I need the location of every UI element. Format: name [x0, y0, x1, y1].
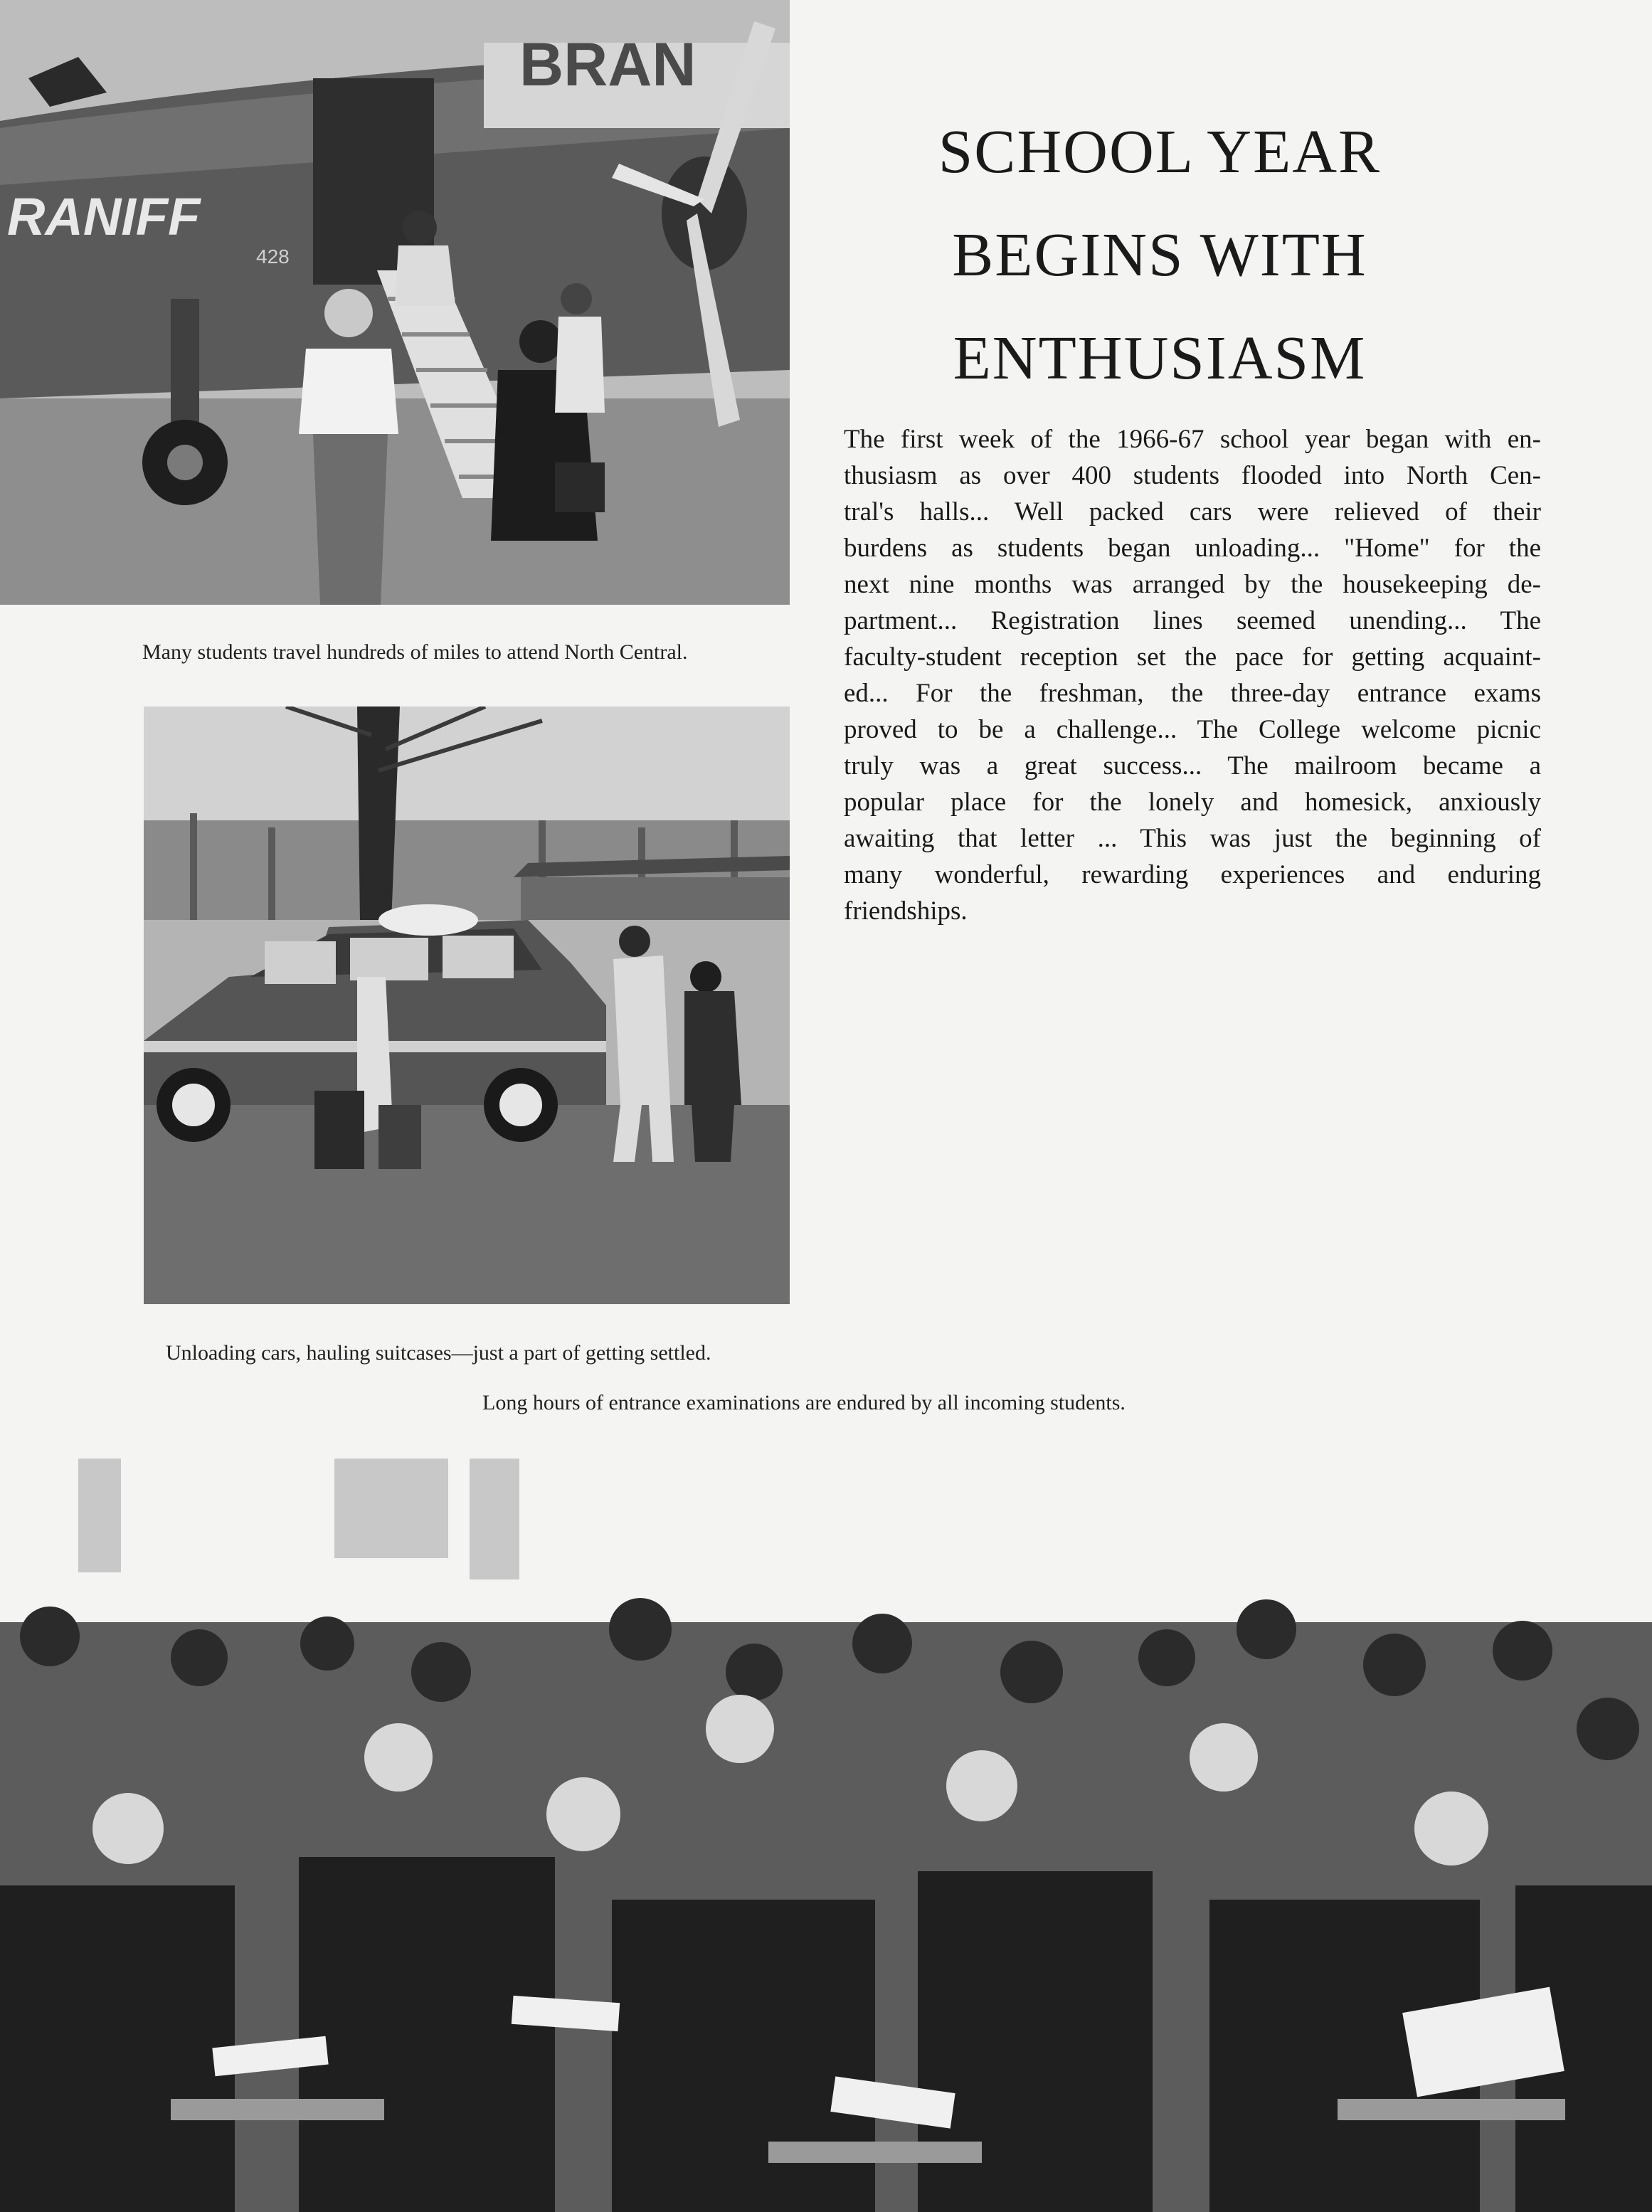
- headline-line-1: SCHOOL YEAR: [938, 117, 1382, 186]
- body-line: proved to be a challenge... The College welcome picnic: [844, 715, 1541, 744]
- caption-car-photo: Unloading cars, hauling suitcases—just a part of getting settled.: [166, 1341, 711, 1365]
- body-line: The first week of the 1966-67 school year began with en-: [844, 425, 1541, 454]
- body-line: truly was a great success... The mailroom became a: [844, 751, 1541, 780]
- body-line: faculty-student reception set the pace for getting acquaint-: [844, 642, 1541, 672]
- headline-line-2: BEGINS WITH: [952, 220, 1367, 289]
- photo-unloading-car: [144, 707, 790, 1304]
- photo-airplane-arrival: [0, 0, 790, 605]
- plane-number-text: 428: [256, 245, 290, 268]
- page-headline: [840, 100, 1480, 409]
- body-line: partment... Registration lines seemed unending... The: [844, 606, 1541, 635]
- photo-entrance-exams: [0, 1459, 1652, 2212]
- headline-line-3: ENTHUSIASM: [953, 323, 1367, 392]
- body-line: next nine months was arranged by the housekeeping de-: [844, 570, 1541, 599]
- body-line: burdens as students began unloading... "Home" for the: [844, 534, 1541, 563]
- caption-exam-photo: Long hours of entrance examinations are endured by all incoming students.: [482, 1391, 1126, 1414]
- body-line: awaiting that letter ... This was just the beginning of: [844, 824, 1541, 853]
- caption-airplane-photo: Many students travel hundreds of miles to attend North Central.: [142, 640, 688, 664]
- article-body: [844, 421, 1541, 929]
- body-line: ed... For the freshman, the three-day entrance exams: [844, 679, 1541, 708]
- body-line: thusiasm as over 400 students flooded into North Cen-: [844, 461, 1541, 490]
- body-line: friendships.: [844, 896, 968, 926]
- plane-tail-text: BRAN: [519, 31, 697, 99]
- body-line: tral's halls... Well packed cars were relieved of their: [844, 497, 1541, 526]
- body-line: popular place for the lonely and homesick, anxiously: [844, 788, 1541, 817]
- body-line: many wonderful, rewarding experiences and enduring: [844, 860, 1541, 889]
- plane-fuselage-text: RANIFF: [7, 187, 201, 246]
